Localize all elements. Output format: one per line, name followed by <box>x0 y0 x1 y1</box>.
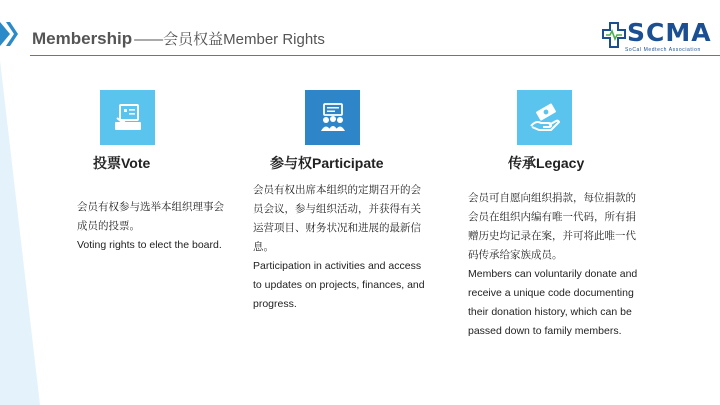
logo-tagline: SoCal Medtech Association <box>625 47 701 53</box>
legacy-text-zh: 会员可自愿向组织捐款，每位捐款的会员在组织内编有唯一代码，所有捐赠历史均记录在案，并可将此唯一代码传承给家族成员。 <box>468 192 636 261</box>
scma-logo <box>600 16 712 56</box>
meeting-icon-box <box>305 90 360 145</box>
vote-icon <box>111 102 145 134</box>
vote-text-en: Voting rights to elect the board. <box>77 239 222 251</box>
participate-heading: 参与权Participate <box>270 155 384 171</box>
vote-icon-box <box>100 90 155 145</box>
participate-text-en: Participation in activities and access to updates on projects, finances, and progress. <box>253 260 425 310</box>
legacy-text-en: Members can voluntarily donate and receive a unique code documenting their donation history, which can be passed down to family members. <box>468 268 638 337</box>
meeting-icon <box>316 102 350 134</box>
participate-text-zh: 会员有权出席本组织的定期召开的会员会议，参与组织活动，并获得有关运营项目、财务状况和进展的最新信息。 <box>253 184 421 253</box>
title-dash: —— <box>134 31 163 48</box>
vote-text-zh: 会员有权参与选举本组织理事会成员的投票。 <box>77 201 224 232</box>
vote-description <box>77 198 227 255</box>
vote-heading: 投票Vote <box>93 155 151 171</box>
legacy-heading: 传承Legacy <box>508 155 585 171</box>
page-title <box>32 28 325 52</box>
legacy-description <box>468 189 643 341</box>
chevron-decoration <box>0 0 40 405</box>
logo-text: SCMA <box>627 18 712 47</box>
donate-icon <box>528 102 562 134</box>
medical-cross-icon <box>602 22 626 48</box>
title-main: Membership <box>32 29 133 48</box>
participate-description <box>253 181 428 314</box>
donate-icon-box <box>517 90 572 145</box>
title-subtitle: 会员权益Member Rights <box>163 31 325 48</box>
